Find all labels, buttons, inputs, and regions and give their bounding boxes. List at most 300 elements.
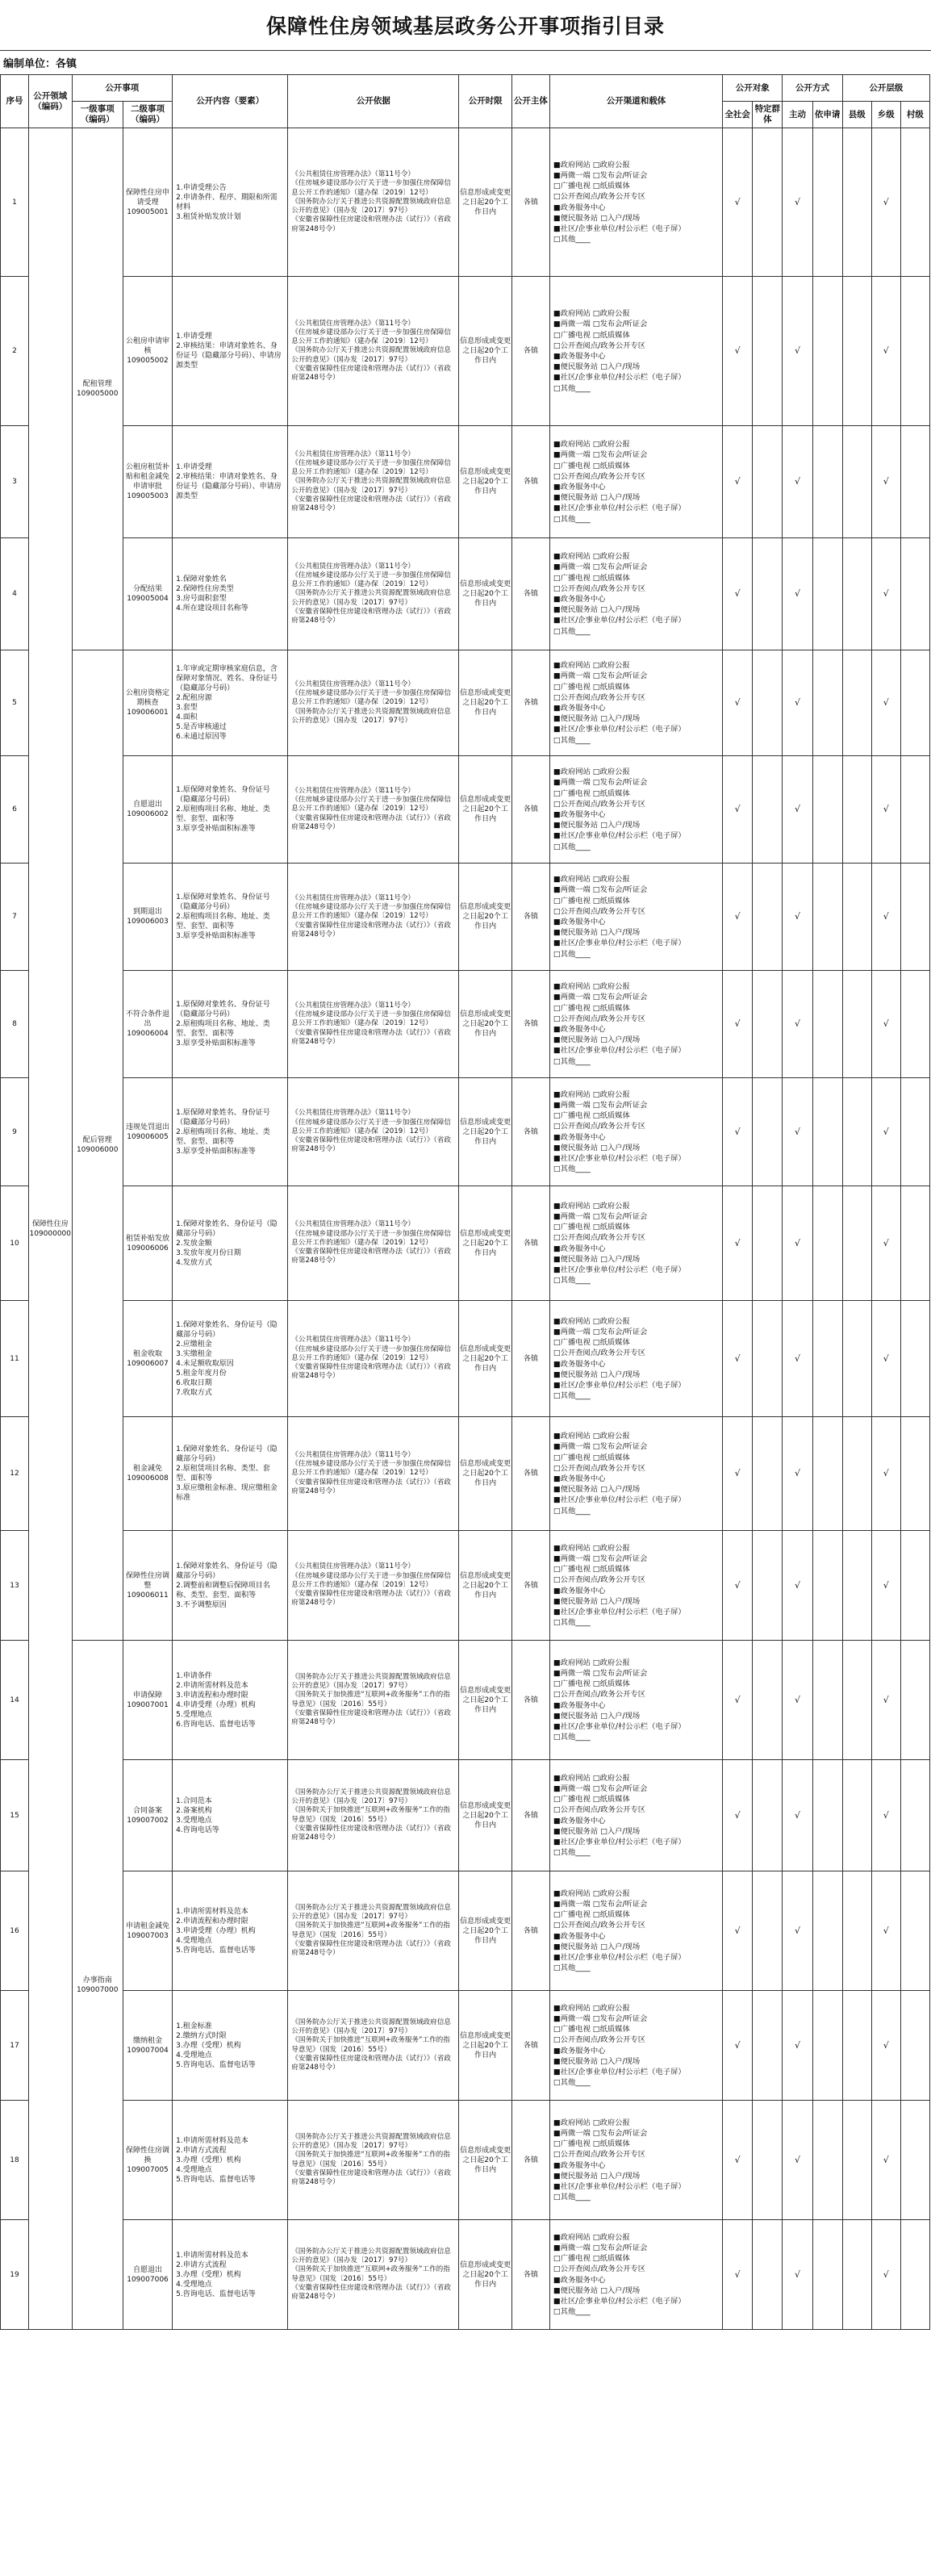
target-all-check: √ [723,864,753,971]
level2-cell: 申请保障109007001 [123,1641,172,1760]
row-seq: 11 [1,1301,29,1417]
table-row [1,1301,930,1417]
level2-cell: 违规处罚退出109006005 [123,1078,172,1186]
level2-cell: 租金收取109006007 [123,1301,172,1417]
time-cell: 信息形成或变更之日起20个工作日内 [459,864,512,971]
channel-cell: ■政府网站 □政府公报 ■两微一端 □发布会/听证会 □广播电视 □纸质媒体 □公开查阅点/政务公开专区 ■政务服务中心 ■便民服务站 □入户/现场 ■社区/企事业单位/村公示栏（电子屏） □其他____ [549,1760,722,1871]
header-active: 主动 [783,102,812,128]
level-village-check [900,756,929,864]
target-specific-check [753,128,783,277]
row-seq: 7 [1,864,29,971]
time-cell: 信息形成或变更之日起20个工作日内 [459,1186,512,1301]
target-all-check: √ [723,277,753,426]
method-active-check: √ [783,971,812,1078]
row-seq: 16 [1,1871,29,1991]
level-village-check [900,1417,929,1531]
content-cell: 1.原保障对象姓名、身份证号（隐藏部分号码） 2.原租购项目名称、地址、类型、套型、面积等 3.原享受补贴面积标准等 [173,756,288,864]
subject-cell: 各镇 [511,650,549,756]
target-specific-check [753,1078,783,1186]
target-specific-check [753,277,783,426]
level-town-check: √ [871,128,900,277]
level-village-check [900,1531,929,1641]
method-active-check: √ [783,1531,812,1641]
target-all-check: √ [723,650,753,756]
level-village-check [900,2220,929,2330]
time-cell: 信息形成或变更之日起20个工作日内 [459,426,512,538]
subject-cell: 各镇 [511,864,549,971]
content-cell: 1.原保障对象姓名、身份证号（隐藏部分号码） 2.原租购项目名称、地址、类型、套型、面积等 3.原享受补贴面积标准等 [173,971,288,1078]
level-town-check: √ [871,650,900,756]
content-cell: 1.合同范本 2.备案机构 3.受理地点 4.咨询电话等 [173,1760,288,1871]
level2-cell: 公租房资格定期核查109006001 [123,650,172,756]
level-village-check [900,1871,929,1991]
method-active-check: √ [783,128,812,277]
time-cell: 信息形成或变更之日起20个工作日内 [459,2101,512,2220]
level1-cell: 办事指南109007000 [72,1641,123,2330]
time-cell: 信息形成或变更之日起20个工作日内 [459,1301,512,1417]
method-apply-check [812,1301,842,1417]
channel-cell: ■政府网站 □政府公报 ■两微一端 □发布会/听证会 □广播电视 □纸质媒体 □公开查阅点/政务公开专区 ■政务服务中心 ■便民服务站 □入户/现场 ■社区/企事业单位/村公示栏（电子屏） □其他____ [549,538,722,650]
method-active-check: √ [783,538,812,650]
subject-cell: 各镇 [511,1641,549,1760]
basis-cell: 《公共租赁住房管理办法》（第11号令） 《住房城乡建设部办公厅关于进一步加强住房保障信息公开工作的通知》（建办保〔2019〕12号） 《国务院办公厅关于推进公共资源配置领域政府信息公开的意见》（国办发〔2017〕97号） 《安徽省保障性住房建设和管理办法（试行）》（省政府第248号令） [288,426,459,538]
target-all-check: √ [723,2101,753,2220]
method-apply-check [812,1760,842,1871]
content-cell: 1.年审或定期审核家庭信息，含保障对象情况、姓名、身份证号（隐藏部分号码） 2.配租房源 3.套型 4.面积 5.是否审核通过 6.未通过原因等 [173,650,288,756]
target-all-check: √ [723,426,753,538]
method-active-check: √ [783,1186,812,1301]
channel-cell: ■政府网站 □政府公报 ■两微一端 □发布会/听证会 □广播电视 □纸质媒体 □公开查阅点/政务公开专区 ■政务服务中心 ■便民服务站 □入户/现场 ■社区/企事业单位/村公示栏（电子屏） □其他____ [549,128,722,277]
method-apply-check [812,1186,842,1301]
target-all-check: √ [723,1417,753,1531]
method-active-check: √ [783,426,812,538]
header-method: 公开方式 [783,75,842,102]
target-specific-check [753,650,783,756]
method-apply-check [812,426,842,538]
level2-cell: 保障性住房申请受理109005001 [123,128,172,277]
basis-cell: 《公共租赁住房管理办法》（第11号令） 《住房城乡建设部办公厅关于进一步加强住房保障信息公开工作的通知》（建办保〔2019〕12号） 《安徽省保障性住房建设和管理办法（试行）》（省政府第248号令） [288,864,459,971]
time-cell: 信息形成或变更之日起20个工作日内 [459,1078,512,1186]
channel-cell: ■政府网站 □政府公报 ■两微一端 □发布会/听证会 □广播电视 □纸质媒体 □公开查阅点/政务公开专区 ■政务服务中心 ■便民服务站 □入户/现场 ■社区/企事业单位/村公示栏（电子屏） □其他____ [549,864,722,971]
method-apply-check [812,1871,842,1991]
level-county-check [842,1417,871,1531]
target-specific-check [753,1417,783,1531]
table-row [1,1871,930,1991]
level-village-check [900,1760,929,1871]
method-apply-check [812,2101,842,2220]
table-row [1,2220,930,2330]
level2-cell: 公租房申请审核109005002 [123,277,172,426]
level-village-check [900,1186,929,1301]
target-specific-check [753,2101,783,2220]
content-cell: 1.原保障对象姓名、身份证号（隐藏部分号码） 2.原租购项目名称、地址、类型、套型、面积等 3.原享受补贴面积标准等 [173,864,288,971]
level-village-check [900,1991,929,2101]
target-specific-check [753,864,783,971]
level-town-check: √ [871,756,900,864]
level-town-check: √ [871,1301,900,1417]
method-apply-check [812,756,842,864]
time-cell: 信息形成或变更之日起20个工作日内 [459,1641,512,1760]
method-apply-check [812,128,842,277]
channel-cell: ■政府网站 □政府公报 ■两微一端 □发布会/听证会 □广播电视 □纸质媒体 □公开查阅点/政务公开专区 ■政务服务中心 ■便民服务站 □入户/现场 ■社区/企事业单位/村公示栏（电子屏） □其他____ [549,426,722,538]
level2-cell: 缴纳租金109007004 [123,1991,172,2101]
row-seq: 17 [1,1991,29,2101]
channel-cell: ■政府网站 □政府公报 ■两微一端 □发布会/听证会 □广播电视 □纸质媒体 □公开查阅点/政务公开专区 ■政务服务中心 ■便民服务站 □入户/现场 ■社区/企事业单位/村公示栏（电子屏） □其他____ [549,756,722,864]
subject-cell: 各镇 [511,1301,549,1417]
level-town-check: √ [871,538,900,650]
basis-cell: 《公共租赁住房管理办法》（第11号令） 《住房城乡建设部办公厅关于进一步加强住房保障信息公开工作的通知》（建办保〔2019〕12号） 《安徽省保障性住房建设和管理办法（试行）》（省政府第248号令） [288,1531,459,1641]
header-village: 村级 [900,102,929,128]
basis-cell: 《公共租赁住房管理办法》（第11号令） 《住房城乡建设部办公厅关于进一步加强住房保障信息公开工作的通知》（建办保〔2019〕12号） 《安徽省保障性住房建设和管理办法（试行）》（省政府第248号令） [288,756,459,864]
level-village-check [900,538,929,650]
table-row [1,426,930,538]
method-active-check: √ [783,1641,812,1760]
channel-cell: ■政府网站 □政府公报 ■两微一端 □发布会/听证会 □广播电视 □纸质媒体 □公开查阅点/政务公开专区 ■政务服务中心 ■便民服务站 □入户/现场 ■社区/企事业单位/村公示栏（电子屏） □其他____ [549,1871,722,1991]
method-active-check: √ [783,1760,812,1871]
method-active-check: √ [783,2101,812,2220]
header-level1: 一级事项（编码） [72,102,123,128]
level-county-check [842,971,871,1078]
level-village-check [900,1301,929,1417]
domain-cell: 保障性住房109000000 [28,128,72,2330]
method-active-check: √ [783,1991,812,2101]
level-county-check [842,1641,871,1760]
table-row [1,2101,930,2220]
table-row [1,650,930,756]
target-all-check: √ [723,1991,753,2101]
table-row [1,277,930,426]
method-active-check: √ [783,1301,812,1417]
level2-cell: 保障性住房调换109007005 [123,2101,172,2220]
target-specific-check [753,426,783,538]
subject-cell: 各镇 [511,756,549,864]
level-county-check [842,650,871,756]
level2-cell: 分配结果109005004 [123,538,172,650]
content-cell: 1.申请受理 2.审核结果：申请对象姓名、身份证号（隐藏部分号码）、申请房源类型 [173,426,288,538]
target-all-check: √ [723,1186,753,1301]
row-seq: 14 [1,1641,29,1760]
level2-cell: 保障性住房调整109006011 [123,1531,172,1641]
basis-cell: 《公共租赁住房管理办法》（第11号令） 《住房城乡建设部办公厅关于进一步加强住房保障信息公开工作的通知》（建办保〔2019〕12号） 《国务院办公厅关于推进公共资源配置领域政府信息公开的意见》（国办发〔2017〕97号） 《安徽省保障性住房建设和管理办法（试行）》（省政府第248号令） [288,538,459,650]
subject-cell: 各镇 [511,971,549,1078]
level-town-check: √ [871,2220,900,2330]
content-cell: 1.申请所需材料及范本 2.申请方式流程 3.办理（受理）机构 4.受理地点 5.咨询电话、监督电话等 [173,2220,288,2330]
basis-cell: 《国务院办公厅关于推进公共资源配置领域政府信息公开的意见》（国办发〔2017〕97号） 《国务院关于加快推进“互联网+政务服务”工作的指导意见》（国发〔2016〕55号） 《安徽省保障性住房建设和管理办法（试行）》（省政府第248号令） [288,2101,459,2220]
content-cell: 1.保障对象姓名、身份证号（隐藏部分号码） 2.应缴租金 3.实缴租金 4.未足额收取原因 5.租金年度月份 6.收取日期 7.收取方式 [173,1301,288,1417]
level-village-check [900,128,929,277]
method-apply-check [812,650,842,756]
table-row [1,1760,930,1871]
subject-cell: 各镇 [511,277,549,426]
basis-cell: 《公共租赁住房管理办法》（第11号令） 《住房城乡建设部办公厅关于进一步加强住房保障信息公开工作的通知》（建办保〔2019〕12号） 《安徽省保障性住房建设和管理办法（试行）》（省政府第248号令） [288,1301,459,1417]
method-apply-check [812,1078,842,1186]
table-row [1,756,930,864]
method-active-check: √ [783,1078,812,1186]
level-county-check [842,1301,871,1417]
level-village-check [900,971,929,1078]
table-row [1,1991,930,2101]
method-apply-check [812,864,842,971]
subject-cell: 各镇 [511,1417,549,1531]
row-seq: 1 [1,128,29,277]
level-village-check [900,1641,929,1760]
header-target: 公开对象 [723,75,783,102]
time-cell: 信息形成或变更之日起20个工作日内 [459,277,512,426]
basis-cell: 《公共租赁住房管理办法》（第11号令） 《住房城乡建设部办公厅关于进一步加强住房保障信息公开工作的通知》（建办保〔2019〕12号） 《国务院办公厅关于推进公共资源配置领域政府信息公开的意见》（国办发〔2017〕97号） 《安徽省保障性住房建设和管理办法（试行）》（省政府第248号令） [288,277,459,426]
level-village-check [900,2101,929,2220]
subject-cell: 各镇 [511,1186,549,1301]
target-all-check: √ [723,971,753,1078]
level-county-check [842,538,871,650]
content-cell: 1.保障对象姓名、身份证号（隐藏部分号码） 2.调整前和调整后保障项目名称、类型、套型、面积等 3.不予调整原因 [173,1531,288,1641]
level1-cell: 配租管理109005000 [72,128,123,650]
method-active-check: √ [783,1871,812,1991]
channel-cell: ■政府网站 □政府公报 ■两微一端 □发布会/听证会 □广播电视 □纸质媒体 □公开查阅点/政务公开专区 ■政务服务中心 ■便民服务站 □入户/现场 ■社区/企事业单位/村公示栏（电子屏） □其他____ [549,1641,722,1760]
channel-cell: ■政府网站 □政府公报 ■两微一端 □发布会/听证会 □广播电视 □纸质媒体 □公开查阅点/政务公开专区 ■政务服务中心 ■便民服务站 □入户/现场 ■社区/企事业单位/村公示栏（电子屏） □其他____ [549,971,722,1078]
time-cell: 信息形成或变更之日起20个工作日内 [459,128,512,277]
level-town-check: √ [871,1417,900,1531]
target-all-check: √ [723,128,753,277]
time-cell: 信息形成或变更之日起20个工作日内 [459,2220,512,2330]
row-seq: 3 [1,426,29,538]
content-cell: 1.原保障对象姓名、身份证号（隐藏部分号码） 2.原租购项目名称、地址、类型、套型、面积等 3.原享受补贴面积标准等 [173,1078,288,1186]
content-cell: 1.申请所需材料及范本 2.申请流程和办理时限 3.申请受理（办理）机构 4.受理地点 5.咨询电话、监督电话等 [173,1871,288,1991]
basis-cell: 《公共租赁住房管理办法》（第11号令） 《住房城乡建设部办公厅关于进一步加强住房保障信息公开工作的通知》（建办保〔2019〕12号） 《国务院办公厅关于推进公共资源配置领域政府信息公开的意见》（国办发〔2017〕97号） 《安徽省保障性住房建设和管理办法（试行）》（省政府第248号令） [288,128,459,277]
target-specific-check [753,1760,783,1871]
header-levels: 公开层级 [842,75,929,102]
subject-cell: 各镇 [511,538,549,650]
page-title: 保障性住房领域基层政务公开事项指引目录 [265,15,665,38]
level-county-check [842,1078,871,1186]
row-seq: 12 [1,1417,29,1531]
basis-cell: 《国务院办公厅关于推进公共资源配置领域政府信息公开的意见》（国办发〔2017〕97号） 《国务院关于加快推进“互联网+政务服务”工作的指导意见》（国发〔2016〕55号） 《安徽省保障性住房建设和管理办法（试行）》（省政府第248号令） [288,1991,459,2101]
method-apply-check [812,538,842,650]
method-apply-check [812,277,842,426]
target-all-check: √ [723,1301,753,1417]
level-county-check [842,864,871,971]
level-town-check: √ [871,277,900,426]
level-village-check [900,650,929,756]
method-apply-check [812,971,842,1078]
table-row [1,1531,930,1641]
level-county-check [842,128,871,277]
level2-cell: 不符合条件退出109006004 [123,971,172,1078]
basis-cell: 《公共租赁住房管理办法》（第11号令） 《住房城乡建设部办公厅关于进一步加强住房保障信息公开工作的通知》（建办保〔2019〕12号） 《安徽省保障性住房建设和管理办法（试行）》（省政府第248号令） [288,1186,459,1301]
level-county-check [842,1531,871,1641]
content-cell: 1.申请受理公告 2.申请条件、程序、期限和所需材料 3.租赁补贴发放计划 [173,128,288,277]
channel-cell: ■政府网站 □政府公报 ■两微一端 □发布会/听证会 □广播电视 □纸质媒体 □公开查阅点/政务公开专区 ■政务服务中心 ■便民服务站 □入户/现场 ■社区/企事业单位/村公示栏（电子屏） □其他____ [549,1301,722,1417]
header-seq: 序号 [1,75,29,128]
level-village-check [900,426,929,538]
table-row [1,1641,930,1760]
subject-cell: 各镇 [511,1531,549,1641]
level2-cell: 合同备案109007002 [123,1760,172,1871]
table-row [1,864,930,971]
level-town-check: √ [871,1871,900,1991]
row-seq: 8 [1,971,29,1078]
time-cell: 信息形成或变更之日起20个工作日内 [459,1991,512,2101]
table-row [1,1186,930,1301]
time-cell: 信息形成或变更之日起20个工作日内 [459,1531,512,1641]
channel-cell: ■政府网站 □政府公报 ■两微一端 □发布会/听证会 □广播电视 □纸质媒体 □公开查阅点/政务公开专区 ■政务服务中心 ■便民服务站 □入户/现场 ■社区/企事业单位/村公示栏（电子屏） □其他____ [549,1417,722,1531]
channel-cell: ■政府网站 □政府公报 ■两微一端 □发布会/听证会 □广播电视 □纸质媒体 □公开查阅点/政务公开专区 ■政务服务中心 ■便民服务站 □入户/现场 ■社区/企事业单位/村公示栏（电子屏） □其他____ [549,1991,722,2101]
row-seq: 6 [1,756,29,864]
level2-cell: 自愿退出109006002 [123,756,172,864]
channel-cell: ■政府网站 □政府公报 ■两微一端 □发布会/听证会 □广播电视 □纸质媒体 □公开查阅点/政务公开专区 ■政务服务中心 ■便民服务站 □入户/现场 ■社区/企事业单位/村公示栏（电子屏） □其他____ [549,2220,722,2330]
header-channel: 公开渠道和载体 [549,75,722,128]
row-seq: 2 [1,277,29,426]
channel-cell: ■政府网站 □政府公报 ■两微一端 □发布会/听证会 □广播电视 □纸质媒体 □公开查阅点/政务公开专区 ■政务服务中心 ■便民服务站 □入户/现场 ■社区/企事业单位/村公示栏（电子屏） □其他____ [549,1078,722,1186]
level-town-check: √ [871,1760,900,1871]
level-town-check: √ [871,864,900,971]
time-cell: 信息形成或变更之日起20个工作日内 [459,538,512,650]
table-row [1,1078,930,1186]
level-county-check [842,1991,871,2101]
target-all-check: √ [723,756,753,864]
target-specific-check [753,971,783,1078]
basis-cell: 《公共租赁住房管理办法》（第11号令） 《住房城乡建设部办公厅关于进一步加强住房保障信息公开工作的通知》（建办保〔2019〕12号） 《安徽省保障性住房建设和管理办法（试行）》（省政府第248号令） [288,971,459,1078]
level-town-check: √ [871,1186,900,1301]
target-all-check: √ [723,1641,753,1760]
level2-cell: 租金减免109006008 [123,1417,172,1531]
content-cell: 1.租金标准 2.缴纳方式时限 3.办理（受理）机构 4.受理地点 5.咨询电话、监督电话等 [173,1991,288,2101]
content-cell: 1.申请所需材料及范本 2.申请方式流程 3.办理（受理）机构 4.受理地点 5.咨询电话、监督电话等 [173,2101,288,2220]
time-cell: 信息形成或变更之日起20个工作日内 [459,1760,512,1871]
level-county-check [842,2220,871,2330]
method-active-check: √ [783,277,812,426]
subject-cell: 各镇 [511,1991,549,2101]
time-cell: 信息形成或变更之日起20个工作日内 [459,756,512,864]
content-cell: 1.保障对象姓名、身份证号（隐藏部分号码） 2.发放金额 3.发放年度月份日期 4.发放方式 [173,1186,288,1301]
channel-cell: ■政府网站 □政府公报 ■两微一端 □发布会/听证会 □广播电视 □纸质媒体 □公开查阅点/政务公开专区 ■政务服务中心 ■便民服务站 □入户/现场 ■社区/企事业单位/村公示栏（电子屏） □其他____ [549,1531,722,1641]
level1-cell: 配后管理109006000 [72,650,123,1641]
header-subject: 公开主体 [511,75,549,128]
basis-cell: 《国务院办公厅关于推进公共资源配置领域政府信息公开的意见》（国办发〔2017〕97号） 《国务院关于加快推进“互联网+政务服务”工作的指导意见》（国发〔2016〕55号） 《安徽省保障性住房建设和管理办法（试行）》（省政府第248号令） [288,1871,459,1991]
table-row [1,538,930,650]
row-seq: 13 [1,1531,29,1641]
target-specific-check [753,756,783,864]
level-county-check [842,426,871,538]
row-seq: 10 [1,1186,29,1301]
target-all-check: √ [723,2220,753,2330]
target-specific-check [753,1991,783,2101]
row-seq: 15 [1,1760,29,1871]
method-active-check: √ [783,650,812,756]
level-town-check: √ [871,1078,900,1186]
subject-cell: 各镇 [511,1078,549,1186]
content-cell: 1.保障对象姓名、身份证号（隐藏部分号码） 2.原租赁项目名称、类型、套型、面积等 3.原应缴租金标准、现应缴租金标准 [173,1417,288,1531]
level-county-check [842,2101,871,2220]
target-specific-check [753,1641,783,1760]
level-village-check [900,864,929,971]
target-specific-check [753,538,783,650]
level2-cell: 自愿退出109007006 [123,2220,172,2330]
subject-cell: 各镇 [511,1871,549,1991]
level-town-check: √ [871,426,900,538]
time-cell: 信息形成或变更之日起20个工作日内 [459,1871,512,1991]
level-village-check [900,277,929,426]
header-content: 公开内容（要素） [173,75,288,128]
channel-cell: ■政府网站 □政府公报 ■两微一端 □发布会/听证会 □广播电视 □纸质媒体 □公开查阅点/政务公开专区 ■政务服务中心 ■便民服务站 □入户/现场 ■社区/企事业单位/村公示栏（电子屏） □其他____ [549,2101,722,2220]
target-specific-check [753,1301,783,1417]
level2-cell: 到期退出109006003 [123,864,172,971]
row-seq: 4 [1,538,29,650]
level-village-check [900,1078,929,1186]
method-active-check: √ [783,756,812,864]
subject-cell: 各镇 [511,426,549,538]
level-county-check [842,1760,871,1871]
time-cell: 信息形成或变更之日起20个工作日内 [459,650,512,756]
method-apply-check [812,1531,842,1641]
level-county-check [842,756,871,864]
level-town-check: √ [871,1641,900,1760]
table-row [1,1417,930,1531]
target-all-check: √ [723,1531,753,1641]
table-row [1,128,930,277]
channel-cell: ■政府网站 □政府公报 ■两微一端 □发布会/听证会 □广播电视 □纸质媒体 □公开查阅点/政务公开专区 ■政务服务中心 ■便民服务站 □入户/现场 ■社区/企事业单位/村公示栏（电子屏） □其他____ [549,277,722,426]
content-cell: 1.申请条件 2.申请所需材料及范本 3.申请流程和办理时限 4.申请受理（办理）机构 5.受理地点 6.咨询电话、监督电话等 [173,1641,288,1760]
basis-cell: 《公共租赁住房管理办法》（第11号令） 《住房城乡建设部办公厅关于进一步加强住房保障信息公开工作的通知》（建办保〔2019〕12号） 《安徽省保障性住房建设和管理办法（试行）》（省政府第248号令） [288,1078,459,1186]
level-county-check [842,277,871,426]
level-county-check [842,1871,871,1991]
channel-cell: ■政府网站 □政府公报 ■两微一端 □发布会/听证会 □广播电视 □纸质媒体 □公开查阅点/政务公开专区 ■政务服务中心 ■便民服务站 □入户/现场 ■社区/企事业单位/村公示栏（电子屏） □其他____ [549,650,722,756]
header-all: 全社会 [723,102,753,128]
content-cell: 1.申请受理 2.审核结果：申请对象姓名、身份证号（隐藏部分号码）、申请房源类型 [173,277,288,426]
basis-cell: 《国务院办公厅关于推进公共资源配置领域政府信息公开的意见》（国办发〔2017〕97号） 《国务院关于加快推进“互联网+政务服务”工作的指导意见》（国发〔2016〕55号） 《安徽省保障性住房建设和管理办法（试行）》（省政府第248号令） [288,1641,459,1760]
target-specific-check [753,2220,783,2330]
time-cell: 信息形成或变更之日起20个工作日内 [459,1417,512,1531]
level-town-check: √ [871,1991,900,2101]
subject-cell: 各镇 [511,2220,549,2330]
level2-cell: 租赁补贴发放109006006 [123,1186,172,1301]
header-specific: 特定群体 [753,102,783,128]
header-domain: 公开领域（编码） [28,75,72,128]
level-town-check: √ [871,971,900,1078]
compiling-unit: 编制单位：各镇 [0,50,931,74]
row-seq: 5 [1,650,29,756]
target-all-check: √ [723,1760,753,1871]
method-apply-check [812,2220,842,2330]
channel-cell: ■政府网站 □政府公报 ■两微一端 □发布会/听证会 □广播电视 □纸质媒体 □公开查阅点/政务公开专区 ■政务服务中心 ■便民服务站 □入户/现场 ■社区/企事业单位/村公示栏（电子屏） □其他____ [549,1186,722,1301]
level-town-check: √ [871,2101,900,2220]
target-specific-check [753,1186,783,1301]
level2-cell: 公租房租赁补贴和租金减免申请审批109005003 [123,426,172,538]
method-apply-check [812,1417,842,1531]
subject-cell: 各镇 [511,2101,549,2220]
method-apply-check [812,1641,842,1760]
header-item: 公开事项 [72,75,173,102]
table-row [1,971,930,1078]
level-town-check: √ [871,1531,900,1641]
header-level2: 二级事项（编码） [123,102,172,128]
row-seq: 9 [1,1078,29,1186]
subject-cell: 各镇 [511,128,549,277]
level2-cell: 申请租金减免109007003 [123,1871,172,1991]
basis-cell: 《国务院办公厅关于推进公共资源配置领域政府信息公开的意见》（国办发〔2017〕97号） 《国务院关于加快推进“互联网+政务服务”工作的指导意见》（国发〔2016〕55号） 《安徽省保障性住房建设和管理办法（试行）》（省政府第248号令） [288,2220,459,2330]
header-apply: 依申请 [812,102,842,128]
method-apply-check [812,1991,842,2101]
basis-cell: 《公共租赁住房管理办法》（第11号令） 《住房城乡建设部办公厅关于进一步加强住房保障信息公开工作的通知》（建办保〔2019〕12号） 《国务院办公厅关于推进公共资源配置领域政府信息公开的意见》（国办发〔2017〕97号） [288,650,459,756]
basis-cell: 《国务院办公厅关于推进公共资源配置领域政府信息公开的意见》（国办发〔2017〕97号） 《国务院关于加快推进“互联网+政务服务”工作的指导意见》（国发〔2016〕55号） 《安徽省保障性住房建设和管理办法（试行）》（省政府第248号令） [288,1760,459,1871]
content-cell: 1.保障对象姓名 2.保障性住房类型 3.房号面积套型 4.所在建设项目名称等 [173,538,288,650]
method-active-check: √ [783,864,812,971]
header-town: 乡级 [871,102,900,128]
time-cell: 信息形成或变更之日起20个工作日内 [459,971,512,1078]
target-specific-check [753,1531,783,1641]
header-time: 公开时限 [459,75,512,128]
basis-cell: 《公共租赁住房管理办法》（第11号令） 《住房城乡建设部办公厅关于进一步加强住房保障信息公开工作的通知》（建办保〔2019〕12号） 《安徽省保障性住房建设和管理办法（试行）》（省政府第248号令） [288,1417,459,1531]
target-all-check: √ [723,1871,753,1991]
